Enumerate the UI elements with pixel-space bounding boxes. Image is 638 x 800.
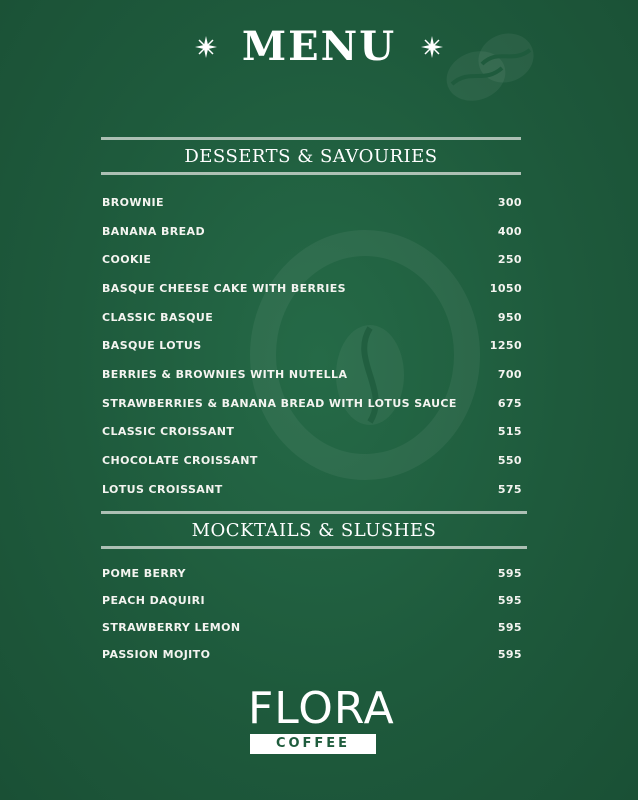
star-icon <box>420 35 444 59</box>
item-name: PEACH DAQUIRI <box>102 594 205 607</box>
menu-item <box>102 614 522 641</box>
menu-item <box>102 188 522 217</box>
menu-item <box>102 389 522 418</box>
item-name: CHOCOLATE CROISSANT <box>102 454 258 468</box>
item-price: 575 <box>497 482 522 496</box>
item-name: BANANA BREAD <box>102 224 205 238</box>
flora-coffee-logo <box>248 683 395 756</box>
item-price: 700 <box>497 367 522 381</box>
item-price: 515 <box>497 425 522 439</box>
item-price: 550 <box>497 454 522 468</box>
item-name: STRAWBERRIES & BANANA BREAD WITH LOTUS SAUCE <box>102 396 457 410</box>
section-header-desserts <box>101 137 521 175</box>
menu-item <box>102 560 522 587</box>
menu-item <box>102 446 522 475</box>
menu-header <box>0 22 638 72</box>
section-heading: DESSERTS & SAVOURIES <box>184 145 438 167</box>
mocktails-list <box>102 560 522 668</box>
item-name: CLASSIC CROISSANT <box>102 425 235 439</box>
item-name: STRAWBERRY LEMON <box>102 621 241 634</box>
item-price: 400 <box>497 224 522 238</box>
item-price: 595 <box>497 621 522 634</box>
menu-item <box>102 331 522 360</box>
section-heading: MOCKTAILS & SLUSHES <box>191 519 437 541</box>
menu-item <box>102 641 522 668</box>
item-name: COOKIE <box>102 253 152 267</box>
item-name: PASSION MOJITO <box>102 648 211 661</box>
item-price: 250 <box>497 253 522 267</box>
menu-item <box>102 217 522 246</box>
logo-subtitle: COFFEE <box>250 734 376 754</box>
section-header-mocktails <box>101 511 527 549</box>
item-price: 675 <box>497 396 522 410</box>
item-name: CLASSIC BASQUE <box>102 310 214 324</box>
menu-item <box>102 587 522 614</box>
menu-item <box>102 303 522 332</box>
desserts-list <box>102 188 522 504</box>
menu-item <box>102 475 522 504</box>
item-name: BASQUE CHEESE CAKE WITH BERRIES <box>102 281 347 295</box>
menu-item <box>102 245 522 274</box>
item-price: 595 <box>497 594 522 607</box>
item-name: BROWNIE <box>102 195 164 209</box>
item-price: 950 <box>497 310 522 324</box>
menu-item <box>102 274 522 303</box>
page-title: MENU <box>241 23 397 70</box>
item-price: 1050 <box>489 281 522 295</box>
star-icon <box>194 35 218 59</box>
item-price: 595 <box>497 648 522 661</box>
item-price: 595 <box>497 567 522 580</box>
menu-item <box>102 418 522 447</box>
item-name: LOTUS CROISSANT <box>102 482 223 496</box>
menu-item <box>102 360 522 389</box>
item-price: 300 <box>497 195 522 209</box>
item-price: 1250 <box>489 339 522 353</box>
item-name: POME BERRY <box>102 567 186 580</box>
item-name: BASQUE LOTUS <box>102 339 202 353</box>
logo-wordmark: FLORA <box>248 683 395 734</box>
item-name: BERRIES & BROWNIES WITH NUTELLA <box>102 367 348 381</box>
